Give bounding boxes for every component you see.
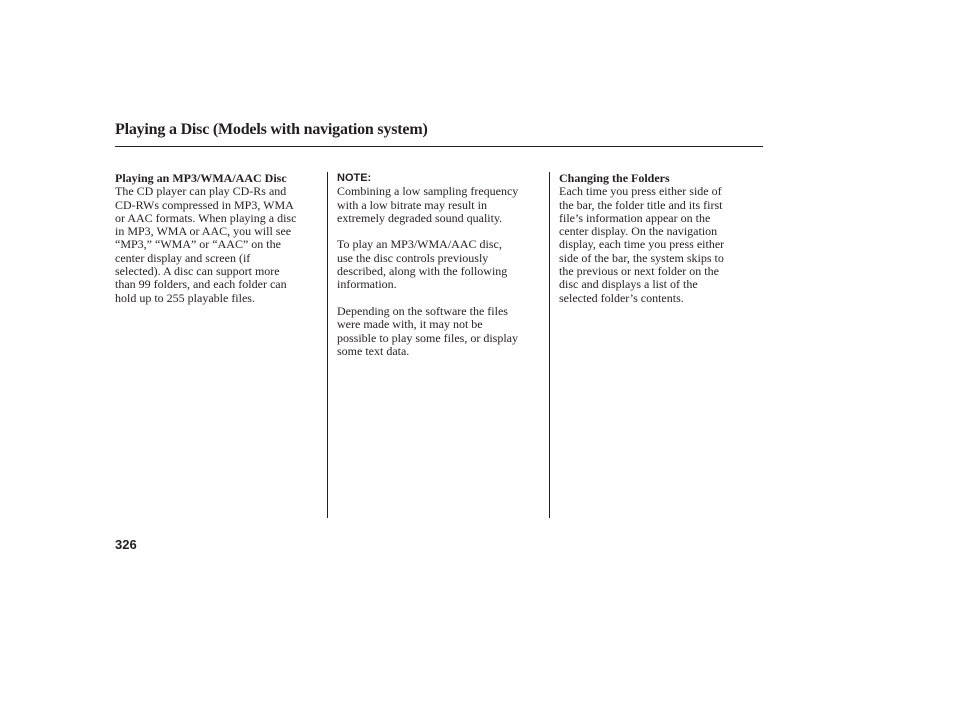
body-line: center display. On the navigation bbox=[559, 224, 718, 239]
note-line: information. bbox=[337, 277, 397, 292]
body-line: or AAC formats. When playing a disc bbox=[115, 210, 297, 225]
note-line: described, along with the following bbox=[337, 264, 508, 279]
section-heading-changing-folders: Changing the Folders bbox=[559, 171, 670, 185]
note-line: possible to play some files, or display bbox=[337, 330, 518, 345]
paragraph-gap bbox=[337, 225, 518, 238]
body-line: selected folder’s contents. bbox=[559, 290, 684, 305]
note-line: extremely degraded sound quality. bbox=[337, 210, 503, 225]
note-line: To play an MP3/WMA/AAC disc, bbox=[337, 237, 502, 252]
column-changing-folders bbox=[559, 172, 724, 305]
column-note bbox=[337, 172, 518, 358]
title-divider bbox=[115, 146, 763, 147]
body-line: The CD player can play CD-Rs and bbox=[115, 184, 287, 199]
body-line: Each time you press either side of bbox=[559, 184, 722, 199]
column-divider bbox=[549, 172, 550, 518]
body-line: display, each time you press either bbox=[559, 237, 725, 252]
body-line: disc and displays a list of the bbox=[559, 277, 698, 292]
body-line: file’s information appear on the bbox=[559, 210, 711, 225]
note-label: NOTE: bbox=[337, 172, 372, 184]
note-line: with a low bitrate may result in bbox=[337, 197, 487, 212]
column-divider bbox=[327, 172, 328, 518]
section-heading-mp3-disc: Playing an MP3/WMA/AAC Disc bbox=[115, 171, 287, 185]
body-line: hold up to 255 playable files. bbox=[115, 290, 255, 305]
note-line: were made with, it may not be bbox=[337, 317, 483, 332]
page-number: 326 bbox=[115, 537, 137, 552]
body-line: the bar, the folder title and its first bbox=[559, 197, 723, 212]
note-line: Depending on the software the files bbox=[337, 303, 508, 318]
body-line: than 99 folders, and each folder can bbox=[115, 277, 287, 292]
note-line: Combining a low sampling frequency bbox=[337, 184, 519, 199]
body-line: the previous or next folder on the bbox=[559, 264, 719, 279]
paragraph-gap bbox=[337, 292, 518, 305]
body-line: center display and screen (if bbox=[115, 250, 251, 265]
body-line: side of the bar, the system skips to bbox=[559, 250, 724, 265]
column-mp3-wma-aac bbox=[115, 172, 296, 305]
body-line: in MP3, WMA or AAC, you will see bbox=[115, 224, 292, 239]
body-line: selected). A disc can support more bbox=[115, 264, 280, 279]
body-line: CD-RWs compressed in MP3, WMA bbox=[115, 197, 294, 212]
note-line: use the disc controls previously bbox=[337, 250, 489, 265]
page-title: Playing a Disc (Models with navigation system) bbox=[115, 121, 428, 138]
body-line: “MP3,” “WMA” or “AAC” on the bbox=[115, 237, 281, 252]
note-line: some text data. bbox=[337, 343, 410, 358]
